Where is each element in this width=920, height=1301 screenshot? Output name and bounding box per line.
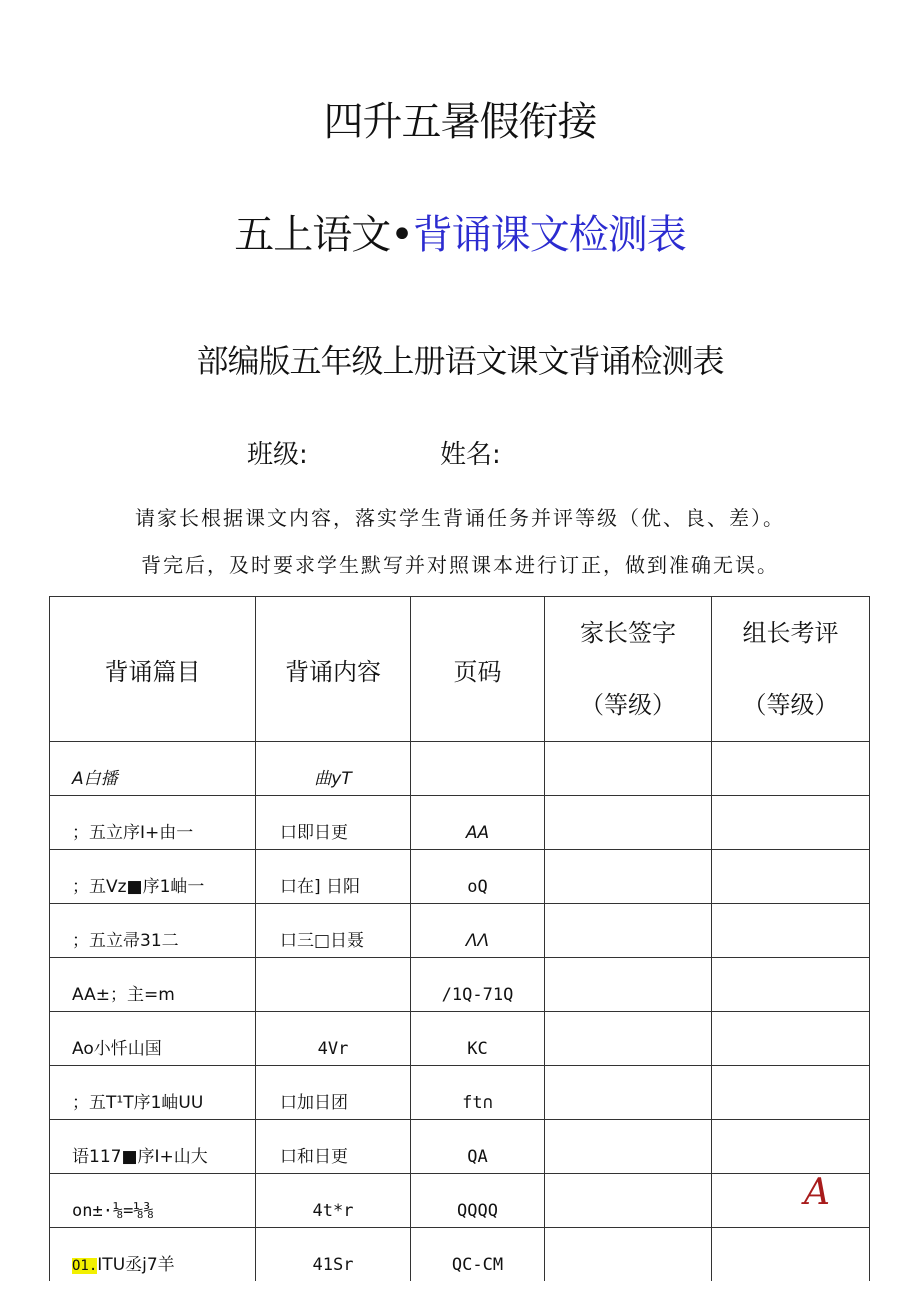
parent-sign-cell[interactable] [545, 904, 712, 958]
subtitle-highlight: 背诵课文检测表 [412, 212, 686, 258]
row-page: /1Q-71Q [411, 958, 545, 1012]
instruction-line-1: 请家长根据课文内容，落实学生背诵任务并评等级（优、良、差）。 [135, 506, 785, 530]
row-title: ；五立序I+由一 [50, 796, 256, 850]
row-page: oQ [411, 850, 545, 904]
table-row [50, 1012, 870, 1066]
row-title: Ao小忏山国 [50, 1012, 256, 1066]
row-title: on±·⅛=⅛⅜ [50, 1174, 256, 1228]
parent-sign-cell[interactable] [545, 1228, 712, 1282]
col-header-parent-line1: 家长签字 [580, 619, 676, 647]
leader-eval-cell[interactable] [712, 904, 870, 958]
row-page: AA [411, 796, 545, 850]
col-header-leader-line2: （等级） [742, 691, 839, 719]
col-header-page: 页码 [411, 597, 545, 742]
leader-eval-cell[interactable] [712, 850, 870, 904]
row-title: AA±；主=m [50, 958, 256, 1012]
row-title-highlight: O1. [72, 1258, 98, 1274]
leader-eval-cell[interactable] [712, 1066, 870, 1120]
leader-eval-cell[interactable] [712, 742, 870, 796]
parent-sign-cell[interactable] [545, 1012, 712, 1066]
col-header-title: 背诵篇目 [50, 597, 256, 742]
row-title: 语117■序I+山大 [50, 1120, 256, 1174]
table-row [50, 850, 870, 904]
parent-sign-cell[interactable] [545, 1174, 712, 1228]
parent-sign-cell[interactable] [545, 742, 712, 796]
recitation-table [49, 596, 870, 1281]
header-row [50, 597, 870, 742]
row-content: 4t*r [256, 1174, 411, 1228]
row-title: ；五立帚31二 [50, 904, 256, 958]
col-header-parent-sign [545, 597, 712, 742]
col-header-parent-line2: （等级） [580, 691, 676, 719]
instruction-line-2: 背完后，及时要求学生默写并对照课本进行订正，做到准确无误。 [141, 553, 779, 577]
row-title: A白播 [50, 742, 256, 796]
corner-mark: A [804, 1172, 830, 1213]
leader-eval-cell[interactable] [712, 796, 870, 850]
parent-sign-cell[interactable] [545, 796, 712, 850]
table-heading: 部编版五年级上册语文课文背诵检测表 [196, 342, 724, 380]
row-content: 口在] 日阳 [256, 850, 411, 904]
row-page: QQQQ [411, 1174, 545, 1228]
table-row [50, 1228, 870, 1282]
row-title: ；五T¹T序1岫UU [50, 1066, 256, 1120]
row-content: 口加日团 [256, 1066, 411, 1120]
parent-sign-cell[interactable] [545, 1066, 712, 1120]
row-content: 41Sr [256, 1228, 411, 1282]
table-row [50, 904, 870, 958]
row-page: ΛΛ [411, 904, 545, 958]
row-page: QC-CM [411, 1228, 545, 1282]
table-row [50, 742, 870, 796]
subtitle-prefix: 五上语文• [234, 212, 413, 258]
leader-eval-cell[interactable] [712, 1120, 870, 1174]
row-page [411, 742, 545, 796]
table-row [50, 1120, 870, 1174]
parent-sign-cell[interactable] [545, 958, 712, 1012]
row-title: ITU丞j7羊 [97, 1255, 175, 1275]
name-label: 姓名: [440, 440, 501, 470]
class-label: 班级: [247, 440, 308, 470]
row-page: QA [411, 1120, 545, 1174]
leader-eval-cell[interactable] [712, 1012, 870, 1066]
row-title-cell [50, 1228, 256, 1282]
row-content: 口即日更 [256, 796, 411, 850]
leader-eval-cell[interactable] [712, 1228, 870, 1282]
row-content: 口三□日聂 [256, 904, 411, 958]
table-row [50, 958, 870, 1012]
row-title: ；五Vz■序1岫一 [50, 850, 256, 904]
col-header-leader-eval [712, 597, 870, 742]
leader-eval-cell[interactable] [712, 1174, 870, 1228]
col-header-content: 背诵内容 [256, 597, 411, 742]
table-row [50, 796, 870, 850]
leader-eval-cell[interactable] [712, 958, 870, 1012]
col-header-leader-line1: 组长考评 [742, 619, 839, 647]
parent-sign-cell[interactable] [545, 850, 712, 904]
page-title: 四升五暑假衔接 [323, 99, 597, 145]
row-content: 曲yT [256, 742, 411, 796]
row-content: 口和日更 [256, 1120, 411, 1174]
row-page: ft∩ [411, 1066, 545, 1120]
table-row [50, 1066, 870, 1120]
subtitle [0, 203, 920, 260]
table-row [50, 1174, 870, 1228]
row-content: 4Vr [256, 1012, 411, 1066]
parent-sign-cell[interactable] [545, 1120, 712, 1174]
row-page: KC [411, 1012, 545, 1066]
row-content [256, 958, 411, 1012]
